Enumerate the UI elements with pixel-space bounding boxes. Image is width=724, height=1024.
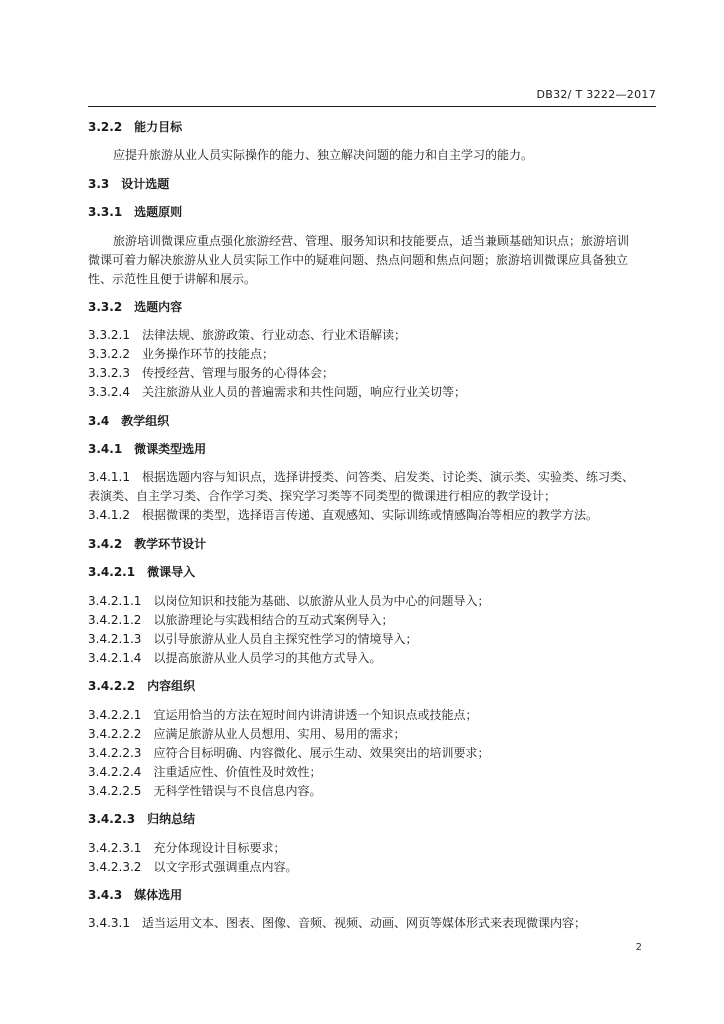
body-text-line (88, 252, 628, 268)
clause-number: 3.4.2.3.1 (88, 841, 142, 855)
body-text-line (88, 726, 405, 742)
body-text-line (88, 859, 297, 875)
clause-number: 3.4.1 (88, 442, 123, 456)
body-text-line (88, 327, 406, 343)
clause-text: 以文字形式强调重点内容。 (153, 860, 298, 874)
body-text-line (88, 764, 321, 780)
section-heading (88, 119, 182, 135)
clause-text: 性、示范性且便于讲解和展示。 (88, 272, 257, 286)
clause-number: 3.4.2.2.2 (88, 727, 142, 741)
clause-number: 3.4.2.1.2 (88, 613, 142, 627)
clause-number: 3.4.2.1.3 (88, 632, 142, 646)
clause-text: 法律法规、旅游政策、行业动态、行业术语解读； (141, 328, 406, 342)
body-text-line (88, 384, 466, 400)
clause-text: 设计选题 (121, 177, 170, 191)
body-text-line (88, 783, 321, 799)
clause-text: 以提高旅游从业人员学习的其他方式导入。 (153, 651, 382, 665)
clause-text: 微课导入 (147, 565, 196, 579)
clause-number: 3.4.1.1 (88, 470, 130, 484)
body-text-line (88, 507, 598, 523)
clause-text: 以旅游理论与实践相结合的互动式案例导入； (153, 613, 394, 627)
clause-number: 3.4.2.2.4 (88, 765, 142, 779)
page-number: 2 (635, 942, 642, 953)
clause-text: 教学环节设计 (134, 537, 207, 551)
clause-text: 应符合目标明确、内容微化、展示生动、效果突出的培训要求； (153, 746, 490, 760)
clause-number: 3.3.2.2 (88, 347, 130, 361)
body-text-line (113, 147, 533, 163)
section-heading (88, 536, 206, 552)
clause-text: 关注旅游从业人员的普遍需求和共性问题，响应行业关切等； (141, 385, 466, 399)
clause-number: 3.2.2 (88, 120, 123, 134)
clause-number: 3.3.1 (88, 205, 123, 219)
clause-text: 媒体选用 (134, 888, 183, 902)
clause-number: 3.4.2.2 (88, 679, 136, 693)
clause-text: 以引导旅游从业人员自主探究性学习的情境导入； (153, 632, 418, 646)
clause-text: 能力目标 (134, 120, 183, 134)
document-code: DB32/ T 3222—2017 (536, 88, 656, 101)
clause-text: 归纳总结 (147, 812, 196, 826)
clause-number: 3.4.2.3.2 (88, 860, 142, 874)
clause-text: 以岗位知识和技能为基础、以旅游从业人员为中心的问题导入； (153, 594, 490, 608)
body-text-line (88, 488, 556, 504)
body-text-line (88, 365, 334, 381)
clause-text: 选题内容 (134, 300, 183, 314)
clause-text: 应满足旅游从业人员想用、实用、易用的需求； (153, 727, 406, 741)
body-text-line (88, 707, 477, 723)
clause-text: 注重适应性、价值性及时效性； (153, 765, 322, 779)
clause-text: 适当运用文本、图表、图像、音频、视频、动画、网页等媒体形式来表现微课内容； (141, 916, 586, 930)
body-text-line (88, 469, 634, 485)
body-text-line (88, 612, 393, 628)
header-rule (88, 106, 656, 107)
clause-text: 充分体现设计目标要求； (153, 841, 286, 855)
body-text-line (88, 915, 586, 931)
clause-text: 内容组织 (147, 679, 196, 693)
clause-text: 应提升旅游从业人员实际操作的能力、独立解决问题的能力和自主学习的能力。 (113, 148, 534, 162)
clause-number: 3.4.2.2.1 (88, 708, 142, 722)
body-text-line (88, 745, 489, 761)
section-heading (88, 413, 169, 429)
clause-text: 表演类、自主学习类、合作学习类、探究学习类等不同类型的微课进行相应的教学设计； (88, 489, 557, 503)
section-heading (88, 204, 182, 220)
clause-number: 3.4.2.2.5 (88, 784, 142, 798)
body-text-line (88, 593, 489, 609)
section-heading (88, 176, 169, 192)
body-text-line (88, 840, 285, 856)
clause-number: 3.4.1.2 (88, 508, 130, 522)
clause-number: 3.3.2.1 (88, 328, 130, 342)
body-text-line (113, 233, 629, 249)
clause-text: 微课类型选用 (134, 442, 207, 456)
clause-text: 选题原则 (134, 205, 183, 219)
body-text-line (88, 271, 256, 287)
clause-number: 3.4.2.1 (88, 565, 136, 579)
clause-text: 微课可着力解决旅游从业人员实际工作中的疑难问题、热点问题和焦点问题；旅游培训微课应具备独立 (88, 253, 629, 267)
body-text-line (88, 631, 417, 647)
clause-number: 3.4.2.2.3 (88, 746, 142, 760)
clause-number: 3.4.2.1.1 (88, 594, 142, 608)
section-heading (88, 299, 182, 315)
clause-text: 根据微课的类型，选择语言传递、直观感知、实际训练或情感陶冶等相应的教学方法。 (141, 508, 598, 522)
clause-text: 无科学性错误与不良信息内容。 (153, 784, 322, 798)
clause-number: 3.3.2.3 (88, 366, 130, 380)
clause-text: 传授经营、管理与服务的心得体会； (141, 366, 334, 380)
clause-number: 3.4.3 (88, 888, 123, 902)
clause-text: 根据选题内容与知识点，选择讲授类、问答类、启发类、讨论类、演示类、实验类、练习类、 (141, 470, 634, 484)
clause-number: 3.3 (88, 177, 110, 191)
section-heading (88, 811, 195, 827)
clause-text: 宜运用恰当的方法在短时间内讲清讲透一个知识点或技能点； (153, 708, 478, 722)
clause-number: 3.3.2.4 (88, 385, 130, 399)
clause-text: 教学组织 (121, 414, 170, 428)
clause-number: 3.4.2.3 (88, 812, 136, 826)
body-text-line (88, 650, 381, 666)
clause-number: 3.4 (88, 414, 110, 428)
body-text-line (88, 346, 274, 362)
clause-number: 3.4.2.1.4 (88, 651, 142, 665)
clause-number: 3.4.3.1 (88, 916, 130, 930)
clause-text: 业务操作环节的技能点； (141, 347, 274, 361)
clause-number: 3.3.2 (88, 300, 123, 314)
section-heading (88, 887, 182, 903)
clause-text: 旅游培训微课应重点强化旅游经营、管理、服务知识和技能要点，适当兼顾基础知识点；旅游培训 (113, 234, 630, 248)
section-heading (88, 441, 206, 457)
clause-number: 3.4.2 (88, 537, 123, 551)
section-heading (88, 678, 195, 694)
section-heading (88, 564, 195, 580)
